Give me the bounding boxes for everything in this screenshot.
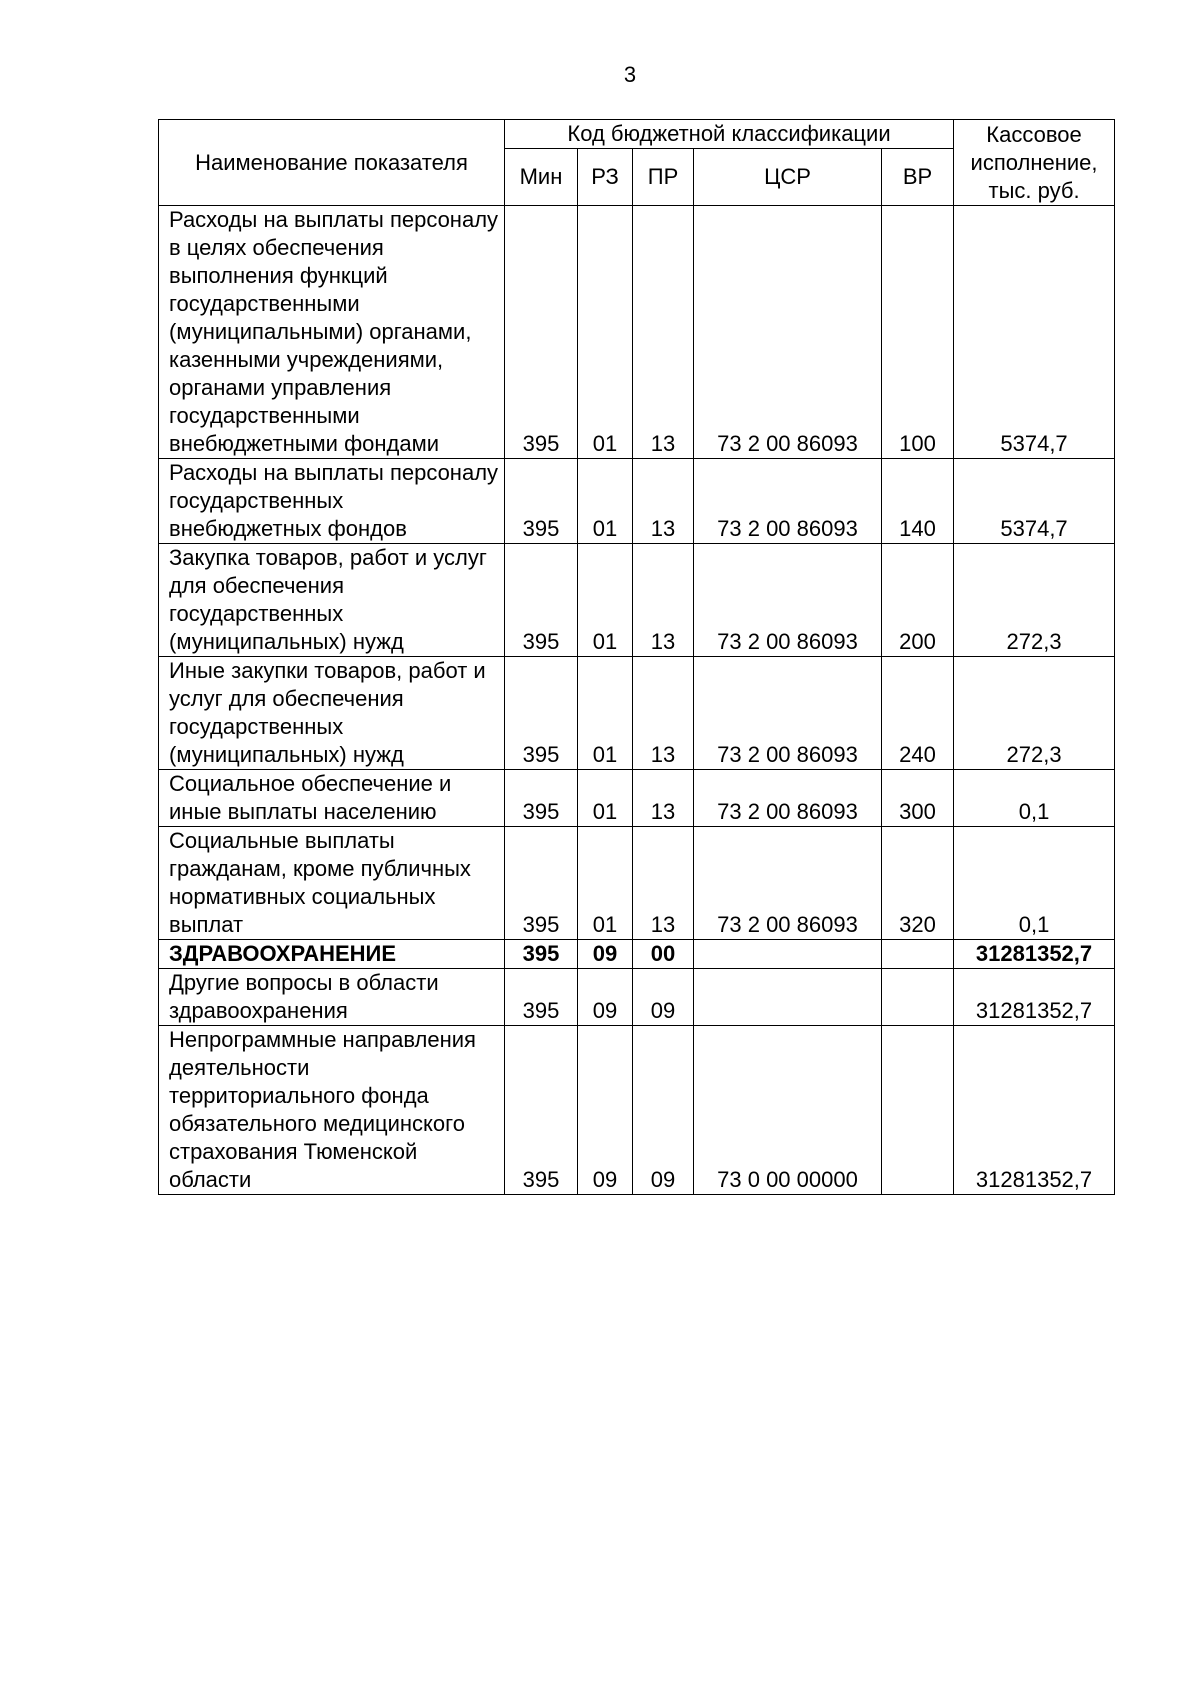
row-vr <box>882 1026 954 1195</box>
header-indicator-name: Наименование показателя <box>159 120 505 206</box>
row-vr: 300 <box>882 770 954 827</box>
table-row <box>159 969 1115 1026</box>
row-rz: 01 <box>578 770 633 827</box>
row-rz: 09 <box>578 969 633 1026</box>
row-vr: 200 <box>882 544 954 657</box>
row-csr: 73 2 00 86093 <box>694 770 882 827</box>
row-indicator-name: Социальное обеспечение и иные выплаты населению <box>159 770 505 827</box>
row-indicator-name: Расходы на выплаты персоналу в целях обеспечения выполнения функций государственными (муниципальными) органами, казенными учреждениями, органами управления государственными внебюджетными фондами <box>159 206 505 459</box>
budget-classification-table <box>158 119 1115 1195</box>
row-csr: 73 2 00 86093 <box>694 206 882 459</box>
row-rz: 09 <box>578 940 633 969</box>
row-csr: 73 2 00 86093 <box>694 657 882 770</box>
row-pr: 09 <box>633 1026 694 1195</box>
row-rz: 01 <box>578 827 633 940</box>
row-csr <box>694 969 882 1026</box>
row-indicator-name: ЗДРАВООХРАНЕНИЕ <box>159 940 505 969</box>
row-csr: 73 0 00 00000 <box>694 1026 882 1195</box>
row-indicator-name: Непрограммные направления деятельности территориального фонда обязательного медицинского страхования Тюменской области <box>159 1026 505 1195</box>
header-rz: РЗ <box>578 149 633 206</box>
row-amount: 5374,7 <box>954 206 1115 459</box>
row-min: 395 <box>505 657 578 770</box>
row-min: 395 <box>505 459 578 544</box>
row-amount: 5374,7 <box>954 459 1115 544</box>
row-amount: 0,1 <box>954 770 1115 827</box>
row-pr: 09 <box>633 969 694 1026</box>
row-amount: 0,1 <box>954 827 1115 940</box>
table-row <box>159 459 1115 544</box>
row-vr: 240 <box>882 657 954 770</box>
row-csr: 73 2 00 86093 <box>694 827 882 940</box>
row-vr: 320 <box>882 827 954 940</box>
row-min: 395 <box>505 969 578 1026</box>
row-amount: 31281352,7 <box>954 969 1115 1026</box>
table-row <box>159 770 1115 827</box>
row-indicator-name: Социальные выплаты гражданам, кроме публичных нормативных социальных выплат <box>159 827 505 940</box>
header-csr: ЦСР <box>694 149 882 206</box>
row-amount: 272,3 <box>954 544 1115 657</box>
table-header-row <box>159 120 1115 149</box>
row-pr: 13 <box>633 827 694 940</box>
table-row <box>159 544 1115 657</box>
header-cash-execution: Кассовое исполнение, тыс. руб. <box>954 120 1115 206</box>
header-vr: ВР <box>882 149 954 206</box>
row-indicator-name: Другие вопросы в области здравоохранения <box>159 969 505 1026</box>
row-csr: 73 2 00 86093 <box>694 544 882 657</box>
row-min: 395 <box>505 1026 578 1195</box>
row-csr <box>694 940 882 969</box>
row-indicator-name: Иные закупки товаров, работ и услуг для обеспечения государственных (муниципальных) нужд <box>159 657 505 770</box>
table-row <box>159 827 1115 940</box>
page-number: 3 <box>623 62 637 87</box>
row-rz: 01 <box>578 657 633 770</box>
header-classification-code: Код бюджетной классификации <box>505 120 954 149</box>
row-vr: 140 <box>882 459 954 544</box>
table-row-section-total <box>159 940 1115 969</box>
table-row <box>159 206 1115 459</box>
row-min: 395 <box>505 827 578 940</box>
row-pr: 13 <box>633 544 694 657</box>
row-indicator-name: Закупка товаров, работ и услуг для обеспечения государственных (муниципальных) нужд <box>159 544 505 657</box>
row-vr: 100 <box>882 206 954 459</box>
row-amount: 31281352,7 <box>954 1026 1115 1195</box>
row-pr: 13 <box>633 657 694 770</box>
row-rz: 01 <box>578 206 633 459</box>
row-indicator-name: Расходы на выплаты персоналу государственных внебюджетных фондов <box>159 459 505 544</box>
row-min: 395 <box>505 940 578 969</box>
row-min: 395 <box>505 770 578 827</box>
table-row <box>159 657 1115 770</box>
table-row <box>159 1026 1115 1195</box>
row-rz: 01 <box>578 544 633 657</box>
row-pr: 00 <box>633 940 694 969</box>
row-vr <box>882 969 954 1026</box>
row-rz: 09 <box>578 1026 633 1195</box>
row-min: 395 <box>505 544 578 657</box>
row-pr: 13 <box>633 459 694 544</box>
row-amount: 272,3 <box>954 657 1115 770</box>
row-vr <box>882 940 954 969</box>
header-pr: ПР <box>633 149 694 206</box>
row-pr: 13 <box>633 206 694 459</box>
row-rz: 01 <box>578 459 633 544</box>
row-pr: 13 <box>633 770 694 827</box>
header-min: Мин <box>505 149 578 206</box>
row-amount: 31281352,7 <box>954 940 1115 969</box>
row-min: 395 <box>505 206 578 459</box>
row-csr: 73 2 00 86093 <box>694 459 882 544</box>
